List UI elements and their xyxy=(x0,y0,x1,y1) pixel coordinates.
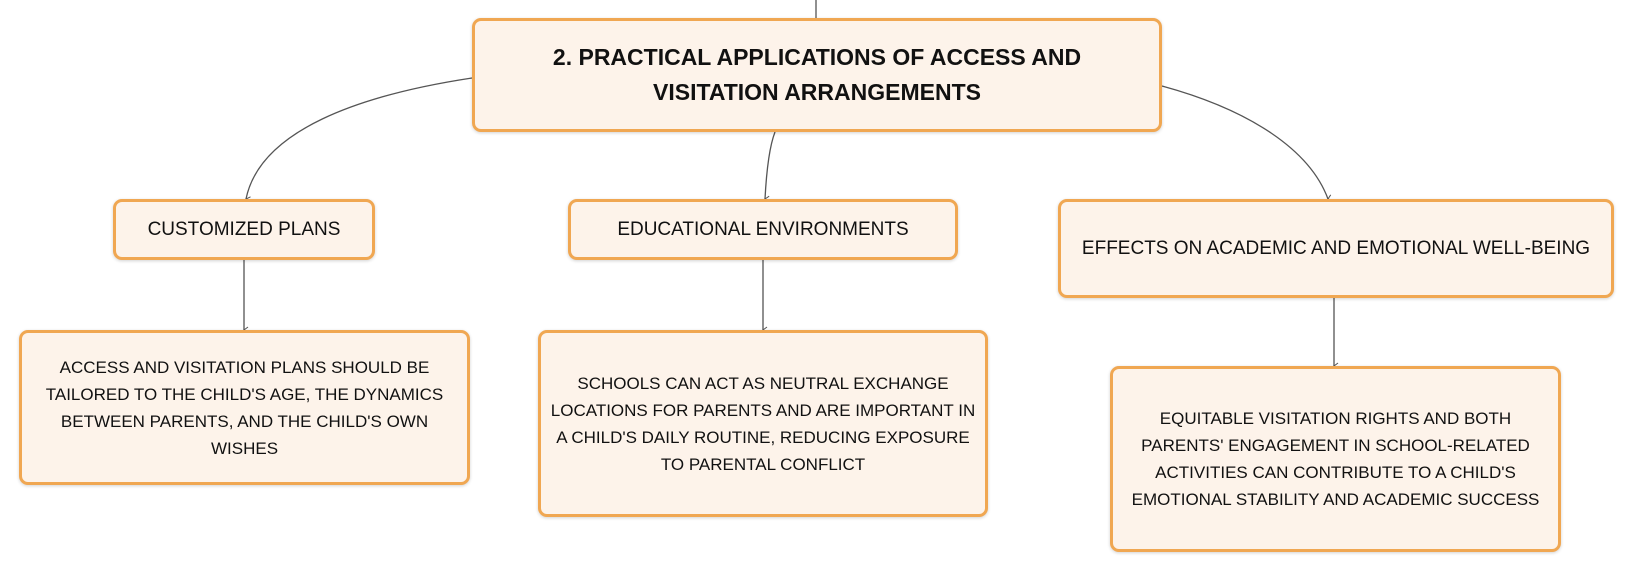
detail-node-customized-plans[interactable] xyxy=(19,330,470,485)
topic-node-educational-environments[interactable] xyxy=(568,199,958,260)
topic-label-customized-plans: CUSTOMIZED PLANS xyxy=(147,218,341,240)
root-topic-title: 2. PRACTICAL APPLICATIONS OF ACCESS AND VISITATION ARRANGEMENTS xyxy=(552,44,1082,105)
detail-node-educational-environments[interactable] xyxy=(538,330,988,517)
connector-root-to-effects xyxy=(1162,86,1328,199)
topic-label-effects-on-well-being: EFFECTS ON ACADEMIC AND EMOTIONAL WELL-BEING xyxy=(1081,237,1591,259)
root-topic-node[interactable] xyxy=(472,18,1162,132)
topic-node-customized-plans[interactable] xyxy=(113,199,375,260)
topic-label-educational-environments: EDUCATIONAL ENVIRONMENTS xyxy=(617,218,909,240)
detail-node-effects-on-well-being[interactable] xyxy=(1110,366,1561,552)
detail-text-customized-plans: ACCESS AND VISITATION PLANS SHOULD BE TAILORED TO THE CHILD'S AGE, THE DYNAMICS BETWEEN PARENTS, AND THE CHILD'S OWN WISHES xyxy=(45,357,444,458)
connector-root-to-educational-environments xyxy=(765,132,775,199)
connector-root-to-customized-plans xyxy=(246,78,472,199)
detail-text-effects-on-well-being: EQUITABLE VISITATION RIGHTS AND BOTH PARENTS' ENGAGEMENT IN SCHOOL-RELATED ACTIVITIES CAN CONTRIBUTE TO A CHILD'S EMOTIONAL STABILITY AND ACADEMIC SUCCESS xyxy=(1131,409,1540,509)
detail-text-educational-environments: SCHOOLS CAN ACT AS NEUTRAL EXCHANGE LOCATIONS FOR PARENTS AND ARE IMPORTANT IN A CHILD'S DAILY ROUTINE, REDUCING EXPOSURE TO PARENTAL CONFLICT xyxy=(550,373,976,474)
topic-node-effects-on-well-being[interactable] xyxy=(1058,199,1614,298)
